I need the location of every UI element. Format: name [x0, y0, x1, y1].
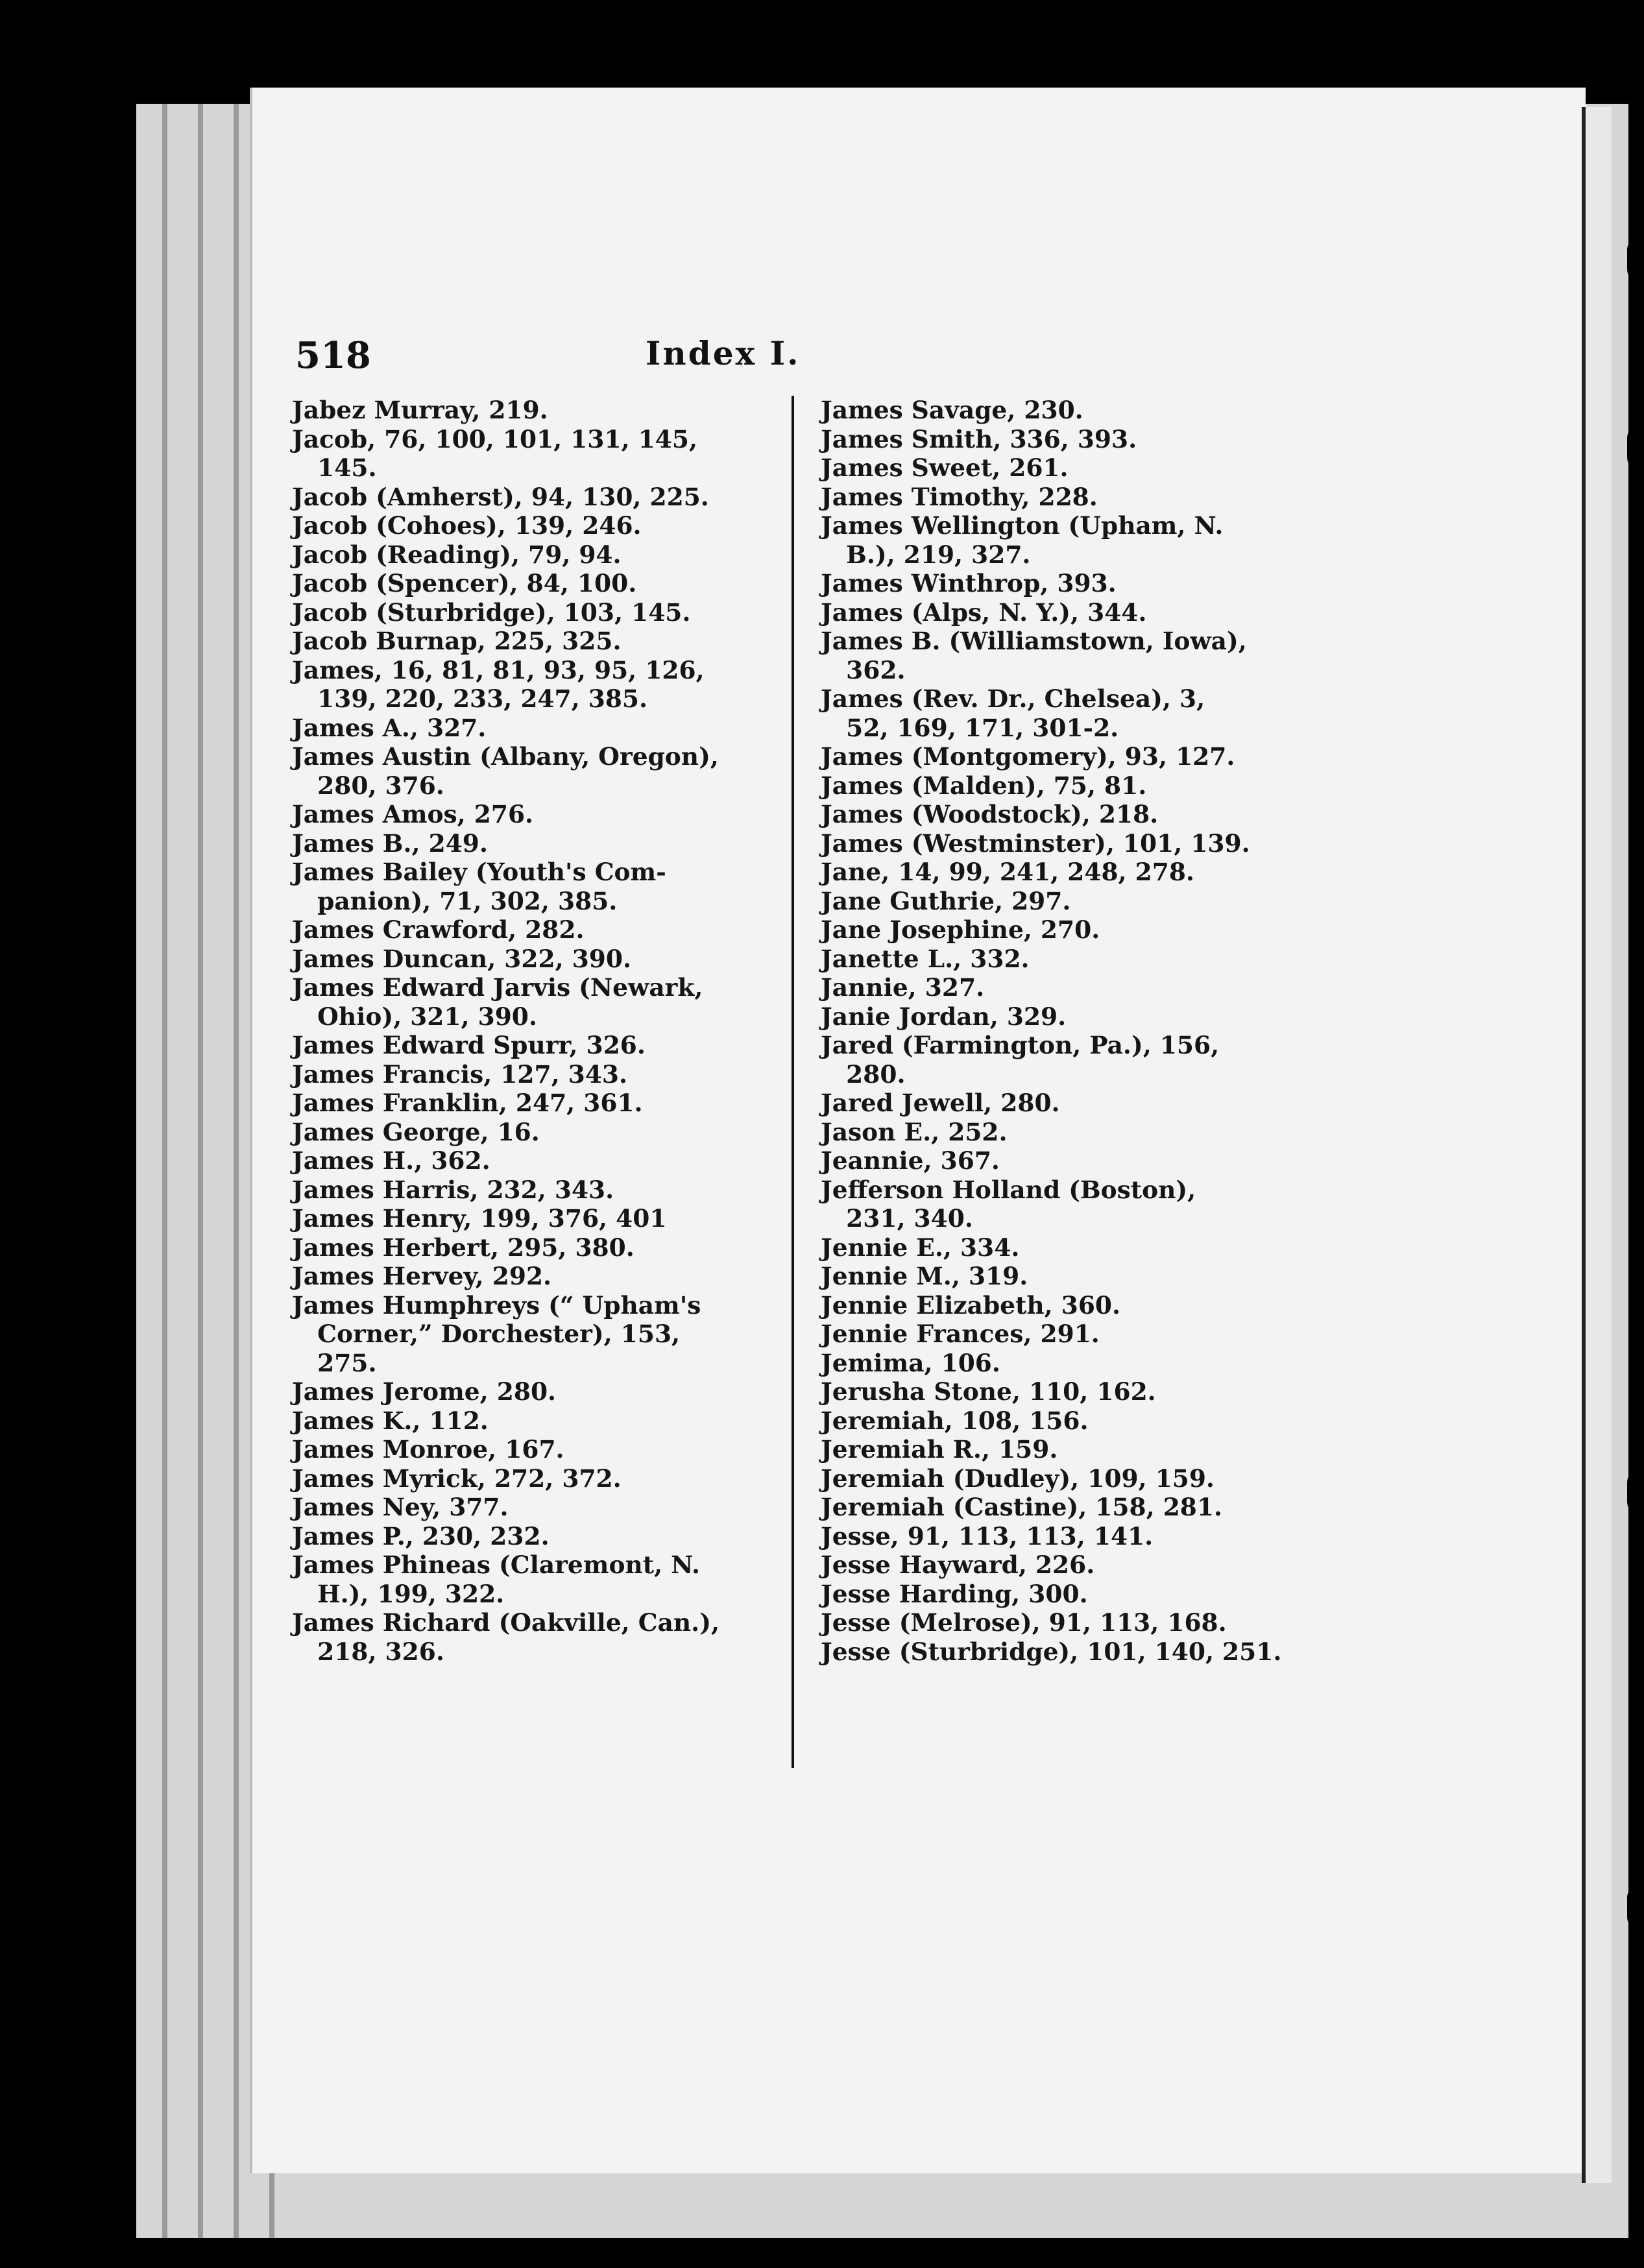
page-edge — [162, 104, 167, 2238]
index-entry: Jennie M., 319. — [821, 1262, 1028, 1290]
index-entry: Jefferson Holland (Boston), — [821, 1175, 1196, 1204]
index-entry: Jerusha Stone, 110, 162. — [821, 1377, 1156, 1406]
index-entry: James H., 362. — [292, 1146, 490, 1175]
index-entry: 145. — [292, 453, 377, 482]
index-entry: Janette L., 332. — [821, 944, 1030, 973]
index-entry: James Smith, 336, 393. — [821, 424, 1137, 453]
index-entry: Jeremiah R., 159. — [821, 1435, 1058, 1464]
index-entry: James George, 16. — [292, 1117, 540, 1146]
index-entry: Jacob Burnap, 225, 325. — [292, 627, 622, 655]
index-entry: James Herbert, 295, 380. — [292, 1233, 635, 1262]
index-entry: James Sweet, 261. — [821, 453, 1069, 482]
index-entry: Jesse (Melrose), 91, 113, 168. — [821, 1608, 1227, 1637]
index-entry: James Savage, 230. — [821, 396, 1083, 424]
index-entry: Jesse, 91, 113, 113, 141. — [821, 1521, 1154, 1550]
index-entry: Jannie, 327. — [821, 973, 985, 1002]
index-entry: 139, 220, 233, 247, 385. — [292, 684, 648, 713]
index-entry: James (Rev. Dr., Chelsea), 3, — [821, 684, 1205, 713]
index-entry: 362. — [821, 655, 906, 684]
index-entry: James B., 249. — [292, 828, 488, 858]
index-entry: James Winthrop, 393. — [821, 569, 1117, 597]
index-entry: James P., 230, 232. — [292, 1521, 550, 1550]
binding-clip-icon — [1627, 1885, 1644, 1930]
page-edge — [234, 104, 239, 2238]
index-entry: Ohio), 321, 390. — [292, 1002, 537, 1031]
index-entry: Jane Guthrie, 297. — [821, 886, 1071, 915]
index-entry: James Crawford, 282. — [292, 915, 585, 944]
index-entry: Jeremiah (Castine), 158, 281. — [821, 1493, 1223, 1521]
index-entry: James Jerome, 280. — [292, 1377, 557, 1406]
index-entry: Jabez Murray, 219. — [292, 396, 548, 424]
index-entry: Jacob, 76, 100, 101, 131, 145, — [292, 424, 698, 453]
index-column-right — [821, 396, 1282, 1666]
index-entry: Jesse Harding, 300. — [821, 1579, 1088, 1608]
index-entry: Jennie Frances, 291. — [821, 1320, 1100, 1348]
index-entry: Jacob (Spencer), 84, 100. — [292, 569, 637, 597]
index-entry: James Timothy, 228. — [821, 482, 1098, 511]
index-entry: 275. — [292, 1348, 377, 1377]
index-entry: James K., 112. — [292, 1406, 489, 1435]
index-entry: James Bailey (Youth's Com- — [292, 858, 666, 886]
index-entry: James, 16, 81, 81, 93, 95, 126, — [292, 655, 705, 684]
index-entry: Jesse Hayward, 226. — [821, 1550, 1095, 1579]
page-right-edge — [1582, 107, 1612, 2183]
index-entry: James (Montgomery), 93, 127. — [821, 742, 1235, 771]
index-entry: James Amos, 276. — [292, 800, 534, 828]
index-entry: 231, 340. — [821, 1204, 973, 1233]
index-entry: James B. (Williamstown, Iowa), — [821, 627, 1247, 655]
index-entry: Jemima, 106. — [821, 1348, 1000, 1377]
index-entry: James A., 327. — [292, 713, 487, 742]
index-entry: James Ney, 377. — [292, 1493, 509, 1521]
page-number: 518 — [295, 334, 371, 377]
index-column-left — [292, 396, 746, 1666]
binding-clip-icon — [1627, 425, 1644, 470]
index-entry: Jacob (Amherst), 94, 130, 225. — [292, 482, 709, 511]
binding-clip-icon — [1627, 237, 1644, 282]
index-entry: 52, 169, 171, 301-2. — [821, 713, 1119, 742]
column-divider — [792, 396, 794, 1768]
index-entry: panion), 71, 302, 385. — [292, 886, 618, 915]
index-entry: Jane, 14, 99, 241, 248, 278. — [821, 858, 1194, 886]
index-entry: James Edward Jarvis (Newark, — [292, 973, 703, 1002]
binding-clip-icon — [1627, 1469, 1644, 1515]
index-entry: James Wellington (Upham, N. — [821, 511, 1224, 540]
index-entry: James (Woodstock), 218. — [821, 800, 1159, 828]
index-entry: Jacob (Cohoes), 139, 246. — [292, 511, 642, 540]
index-entry: 218, 326. — [292, 1637, 444, 1666]
index-entry: James (Alps, N. Y.), 344. — [821, 597, 1147, 627]
index-entry: Jennie E., 334. — [821, 1233, 1020, 1262]
index-entry: Jason E., 252. — [821, 1117, 1008, 1146]
index-entry: H.), 199, 322. — [292, 1579, 505, 1608]
index-entry: Janie Jordan, 329. — [821, 1002, 1067, 1031]
index-entry: James Edward Spurr, 326. — [292, 1031, 646, 1059]
index-entry: James Duncan, 322, 390. — [292, 944, 632, 973]
index-entry: 280, 376. — [292, 771, 444, 800]
index-entry: Jared (Farmington, Pa.), 156, — [821, 1031, 1220, 1059]
index-entry: James Henry, 199, 376, 401 — [292, 1204, 667, 1233]
index-entry: James Richard (Oakville, Can.), — [292, 1608, 720, 1637]
index-entry: James Humphreys (“ Upham's — [292, 1290, 701, 1320]
index-entry: 280. — [821, 1059, 906, 1089]
index-entry: Jane Josephine, 270. — [821, 915, 1100, 944]
index-entry: James (Westminster), 101, 139. — [821, 828, 1250, 858]
index-entry: Jeannie, 367. — [821, 1146, 1000, 1175]
index-entry: James (Malden), 75, 81. — [821, 771, 1147, 800]
index-entry: James Austin (Albany, Oregon), — [292, 742, 719, 771]
index-entry: Jared Jewell, 280. — [821, 1089, 1060, 1117]
index-entry: James Myrick, 272, 372. — [292, 1464, 622, 1493]
index-entry: Jeremiah (Dudley), 109, 159. — [821, 1464, 1215, 1493]
index-entry: B.), 219, 327. — [821, 540, 1031, 569]
index-entry: Jesse (Sturbridge), 101, 140, 251. — [821, 1637, 1282, 1666]
index-columns — [292, 396, 1294, 1823]
index-entry: Jacob (Reading), 79, 94. — [292, 540, 622, 569]
index-entry: James Harris, 232, 343. — [292, 1175, 614, 1204]
page-header — [0, 334, 1644, 386]
index-entry: James Francis, 127, 343. — [292, 1059, 628, 1089]
index-entry: James Phineas (Claremont, N. — [292, 1550, 701, 1579]
index-entry: Jacob (Sturbridge), 103, 145. — [292, 597, 691, 627]
page-edge — [198, 104, 203, 2238]
index-entry: James Franklin, 247, 361. — [292, 1089, 643, 1117]
index-entry: Jennie Elizabeth, 360. — [821, 1290, 1121, 1320]
index-entry: Corner,” Dorchester), 153, — [292, 1320, 681, 1348]
running-head: Index I. — [646, 334, 801, 372]
index-entry: Jeremiah, 108, 156. — [821, 1406, 1089, 1435]
index-entry: James Monroe, 167. — [292, 1435, 564, 1464]
index-entry: James Hervey, 292. — [292, 1262, 552, 1290]
